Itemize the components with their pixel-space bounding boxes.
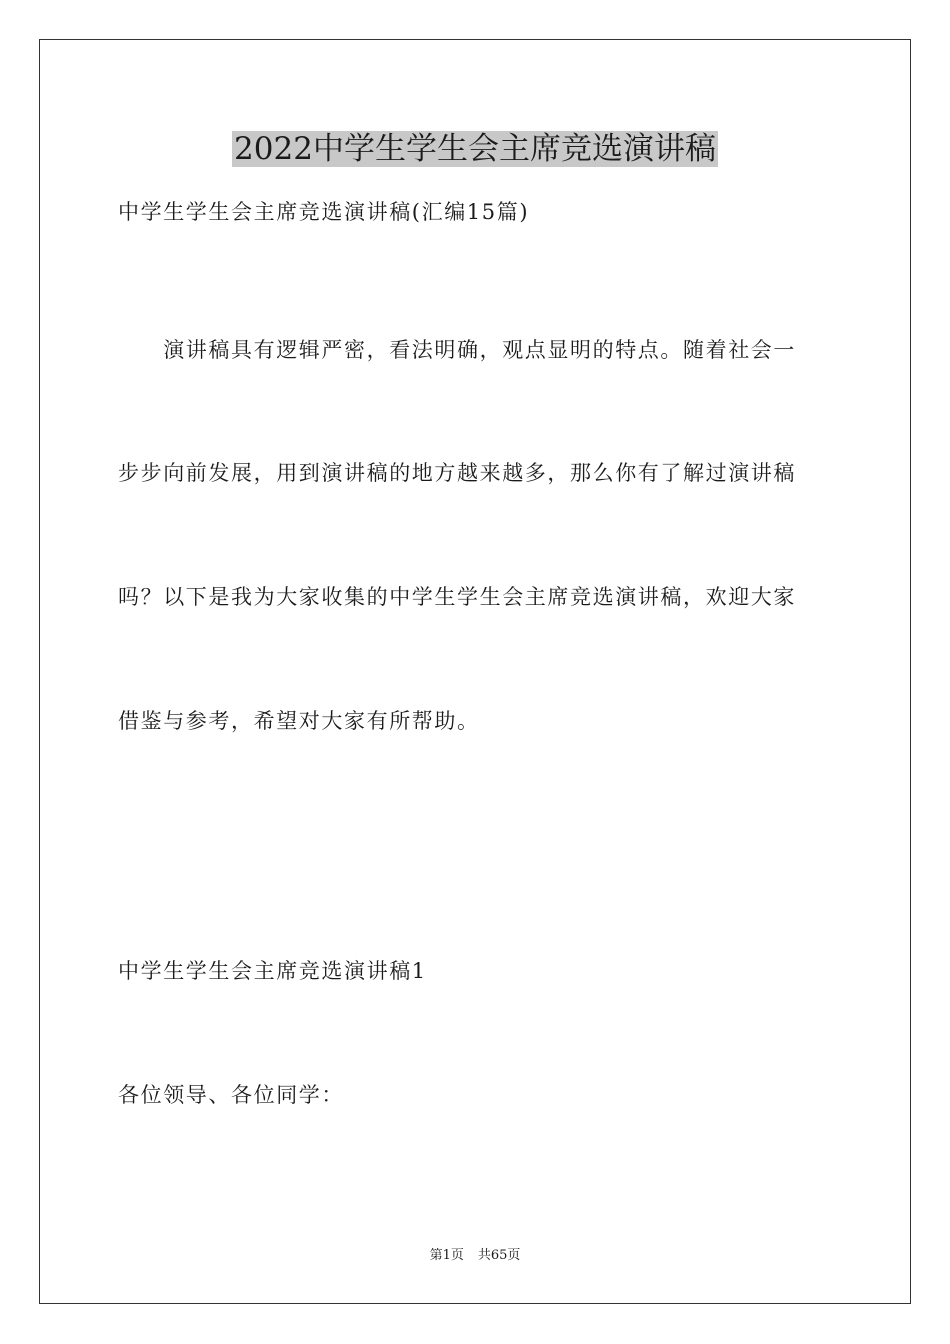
section-heading: 中学生学生会主席竞选演讲稿1 bbox=[118, 959, 427, 983]
intro-line-3: 吗？以下是我为大家收集的中学生学生会主席竞选演讲稿，欢迎大家 bbox=[118, 585, 796, 609]
document-title bbox=[0, 125, 950, 173]
page-border bbox=[39, 39, 911, 1304]
intro-line-2: 步步向前发展，用到演讲稿的地方越来越多，那么你有了解过演讲稿 bbox=[118, 461, 796, 485]
page-number: 第1页 bbox=[429, 1248, 464, 1263]
page-footer bbox=[0, 1246, 950, 1266]
document-title-text: 2022中学生学生会主席竞选演讲稿 bbox=[234, 131, 716, 167]
document-subtitle: 中学生学生会主席竞选演讲稿(汇编15篇) bbox=[118, 200, 530, 224]
intro-line-1: 演讲稿具有逻辑严密，看法明确，观点显明的特点。随着社会一 bbox=[118, 338, 796, 362]
page-total: 共65页 bbox=[477, 1248, 521, 1263]
intro-line-4: 借鉴与参考，希望对大家有所帮助。 bbox=[118, 709, 480, 733]
salutation: 各位领导、各位同学： bbox=[118, 1083, 344, 1107]
